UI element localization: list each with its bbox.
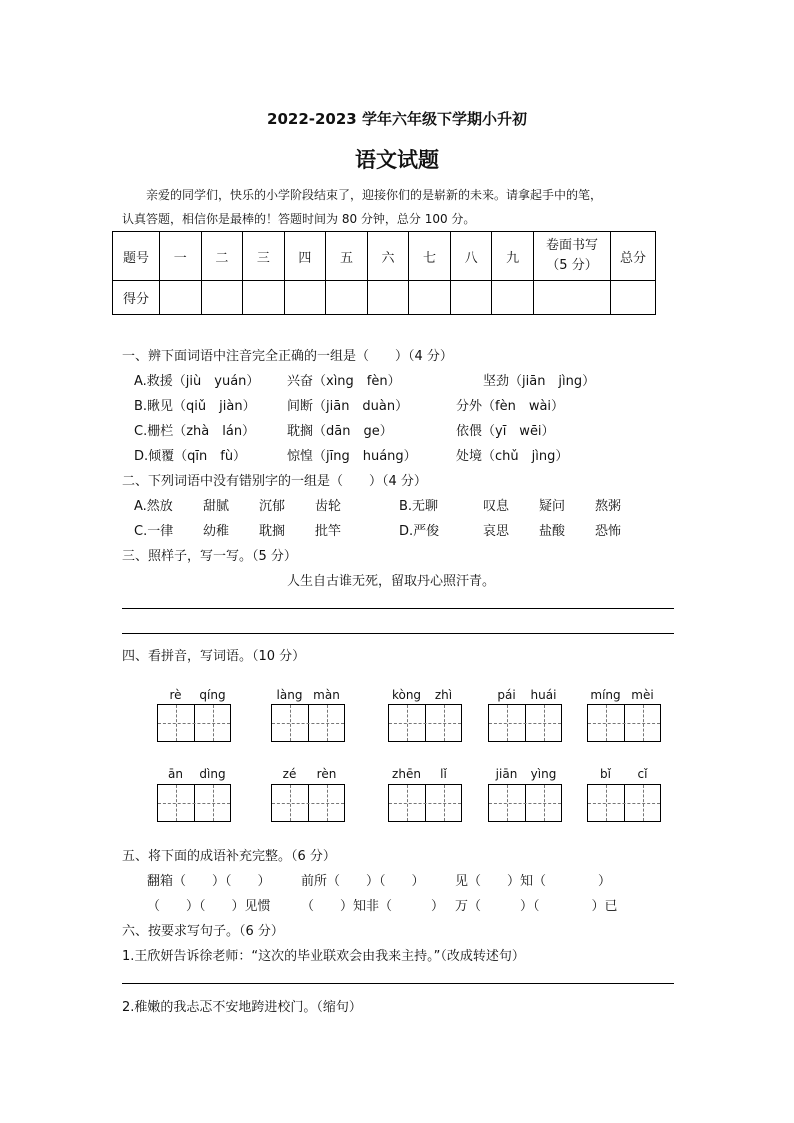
q2-title: 二、下列词语中没有错别字的一组是（ ）（4 分）: [122, 474, 427, 489]
writing-grid[interactable]: [388, 784, 462, 822]
score-header: 总分: [611, 232, 656, 281]
q3-example: 人生自古谁无死，留取丹心照汗青。: [287, 574, 496, 589]
pinyin-syllable: cǐ: [637, 767, 648, 781]
pinyin-syllable: zhēn: [392, 767, 421, 781]
idiom-blank[interactable]: （ ）知非（ ）: [301, 899, 445, 914]
writing-grid[interactable]: [488, 784, 562, 822]
q3-title: 三、照样子，写一写。（5 分）: [122, 549, 297, 564]
q4-title: 四、看拼音，写词语。（10 分）: [122, 649, 306, 664]
q2-word: 甜腻: [203, 499, 230, 514]
score-cell[interactable]: [367, 281, 409, 315]
q2-word: 疑问: [539, 499, 566, 514]
idiom-blank[interactable]: 前所（ ）（ ）: [301, 874, 425, 889]
q6-sentence-2: 2.稚嫩的我忐忑不安地跨进校门。（缩句）: [122, 1000, 362, 1015]
pinyin-syllable: kòng: [391, 688, 422, 702]
q2-word: 齿轮: [315, 499, 342, 514]
pinyin-syllable: pái: [497, 688, 516, 702]
writing-grid[interactable]: [157, 784, 231, 822]
pinyin-syllable: màn: [313, 688, 340, 702]
score-cell[interactable]: [492, 281, 534, 315]
q1-option: 处境（chǔ jìng）: [456, 449, 569, 464]
q2-word: 叹息: [483, 499, 510, 514]
answer-line[interactable]: [122, 633, 674, 634]
writing-grid[interactable]: [271, 784, 345, 822]
handwriting-label: 卷面书写: [545, 238, 598, 253]
score-cell[interactable]: [243, 281, 285, 315]
pinyin-syllable: míng: [590, 688, 621, 702]
pinyin-syllable: ān: [168, 767, 183, 781]
score-header-handwriting: [534, 232, 611, 281]
q1-title: 一、辨下面词语中注音完全正确的一组是（ ）（4 分）: [122, 349, 453, 364]
q2-word: 熬粥: [595, 499, 622, 514]
writing-grid[interactable]: [587, 784, 661, 822]
q2-word: 耽搁: [259, 524, 286, 539]
pinyin-syllable: huái: [530, 688, 557, 702]
q2-word: 沉郁: [259, 499, 286, 514]
idiom-blank[interactable]: 翻箱（ ）（ ）: [147, 874, 271, 889]
score-header: 七: [409, 232, 451, 281]
q6-sentence-1: 1.王欣妍告诉徐老师：“这次的毕业联欢会由我来主持。”（改成转述句）: [122, 949, 525, 964]
q1-option: D.倾覆（qīn fù）: [134, 449, 247, 464]
writing-grid[interactable]: [388, 704, 462, 742]
q1-option: 耽搁（dān ge）: [287, 424, 393, 439]
pinyin-syllable: bǐ: [600, 767, 611, 781]
pinyin-syllable: rè: [169, 688, 182, 702]
writing-grid[interactable]: [488, 704, 562, 742]
q1-option: 坚劲（jiān jìng）: [483, 374, 596, 389]
score-header: 八: [450, 232, 492, 281]
q1-option: 惊惶（jīng huáng）: [287, 449, 417, 464]
q2-word: 批竿: [315, 524, 342, 539]
score-header: 一: [160, 232, 202, 281]
intro-line-2: 认真答题，相信你是最棒的！答题时间为 80 分钟，总分 100 分。: [122, 212, 476, 226]
q1-option: A.救援（jiù yuán）: [134, 374, 260, 389]
score-cell[interactable]: [284, 281, 326, 315]
writing-grid[interactable]: [587, 704, 661, 742]
q1-option: 依偎（yī wēi）: [456, 424, 555, 439]
score-cell[interactable]: [534, 281, 611, 315]
answer-line[interactable]: [122, 983, 674, 984]
q1-option: 间断（jiān duàn）: [287, 399, 409, 414]
q2-word: C.一律: [134, 524, 174, 539]
score-table: [112, 231, 656, 315]
pinyin-syllable: rèn: [316, 767, 337, 781]
score-header: 九: [492, 232, 534, 281]
score-row-label: 得分: [113, 281, 160, 315]
q1-option: 分外（fèn wài）: [456, 399, 565, 414]
score-cell[interactable]: [450, 281, 492, 315]
pinyin-syllable: jiān: [495, 767, 518, 781]
writing-grid[interactable]: [271, 704, 345, 742]
score-cell[interactable]: [160, 281, 202, 315]
q2-word: A.然放: [134, 499, 173, 514]
pinyin-syllable: mèi: [631, 688, 654, 702]
q1-option: C.栅栏（zhà lán）: [134, 424, 256, 439]
intro-line-1: 亲爱的同学们，快乐的小学阶段结束了，迎接你们的是崭新的未来。请拿起手中的笔，: [146, 188, 603, 202]
score-header: 二: [201, 232, 243, 281]
q1-option: 兴奋（xìng fèn）: [287, 374, 401, 389]
score-cell[interactable]: [326, 281, 368, 315]
score-header: 四: [284, 232, 326, 281]
q1-option: B.瞅见（qiǔ jiàn）: [134, 399, 256, 414]
writing-grid[interactable]: [157, 704, 231, 742]
pinyin-syllable: lǐ: [440, 767, 447, 781]
score-header: 五: [326, 232, 368, 281]
pinyin-syllable: zé: [282, 767, 297, 781]
score-cell[interactable]: [201, 281, 243, 315]
idiom-blank[interactable]: （ ）（ ）见惯: [147, 899, 271, 914]
score-header: 三: [243, 232, 285, 281]
answer-line[interactable]: [122, 608, 674, 609]
q6-title: 六、按要求写句子。（6 分）: [122, 924, 284, 939]
q5-title: 五、将下面的成语补充完整。（6 分）: [122, 849, 336, 864]
q2-word: 幼稚: [203, 524, 230, 539]
q2-word: 哀思: [483, 524, 510, 539]
score-cell[interactable]: [409, 281, 451, 315]
q2-word: D.严俊: [399, 524, 440, 539]
q2-word: 恐怖: [595, 524, 622, 539]
q2-word: 盐酸: [539, 524, 566, 539]
q2-word: B.无聊: [399, 499, 439, 514]
pinyin-syllable: yìng: [530, 767, 557, 781]
handwriting-points: （5 分）: [546, 258, 598, 273]
exam-subject: 语文试题: [355, 148, 439, 172]
score-header: 六: [367, 232, 409, 281]
pinyin-syllable: dìng: [199, 767, 226, 781]
idiom-blank[interactable]: 见（ ）知（ ）: [455, 874, 612, 889]
pinyin-syllable: zhì: [434, 688, 453, 702]
score-header: 题号: [113, 232, 160, 281]
score-cell[interactable]: [611, 281, 656, 315]
exam-title: 2022-2023 学年六年级下学期小升初: [267, 110, 527, 128]
pinyin-syllable: làng: [276, 688, 303, 702]
pinyin-syllable: qíng: [199, 688, 226, 702]
idiom-blank[interactable]: 万（ ）（ ）已: [455, 899, 618, 914]
